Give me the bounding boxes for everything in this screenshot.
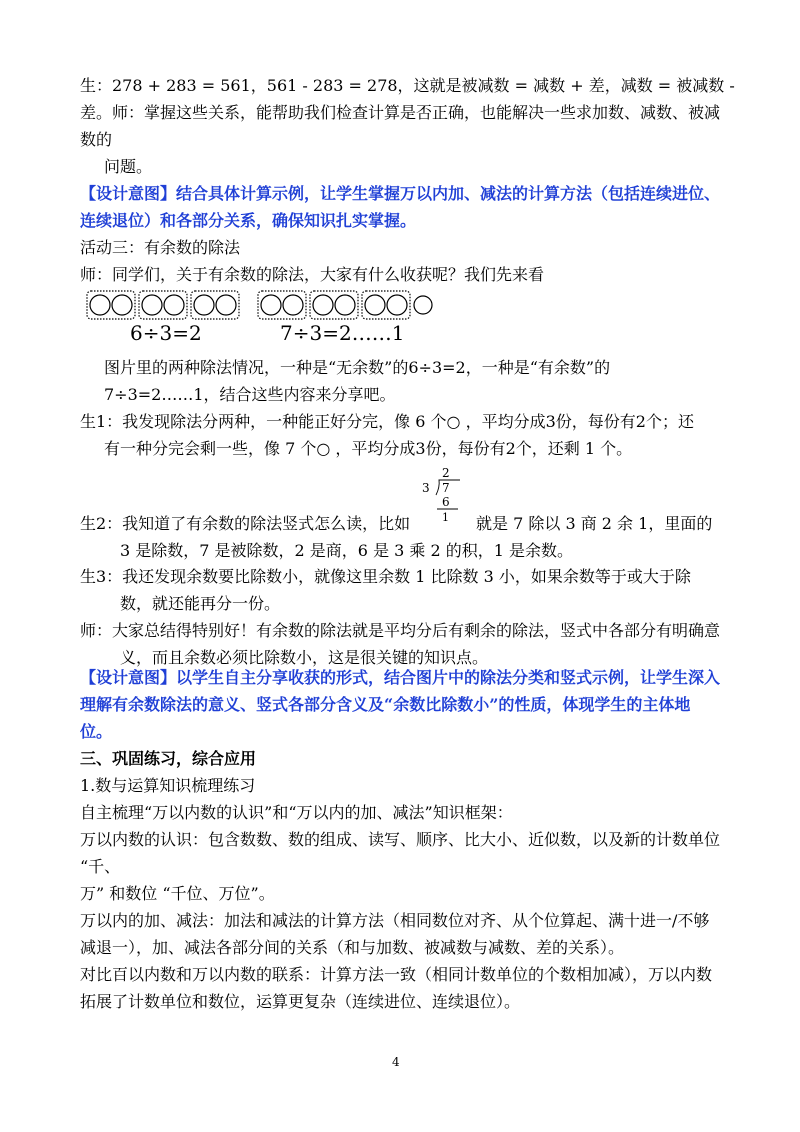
design-intent-1a: 【设计意图】结合具体计算示例，让学生掌握万以内加、减法的计算方法（包括连续进位、 <box>80 184 721 203</box>
activity-three-heading: 活动三：有余数的除法 <box>80 238 241 257</box>
quotient: 2 <box>442 466 450 480</box>
teacher-summary-a: 师：大家总结得特别好！有余数的除法就是平均分后有剩余的除法，竖式中各部分有明确意 <box>80 621 721 640</box>
exercise-1-heading: 1.数与运算知识梳理练习 <box>80 776 256 795</box>
division-figure <box>80 288 440 348</box>
student3-line-a: 生3：我还发现余数要比除数小，就像这里余数 1 比除数 3 小，如果余数等于或大于除 <box>80 567 691 586</box>
text-line-2: 差。师：掌握这些关系，能帮助我们检查计算是否正确，也能解决一些求加数、减数、被减 <box>80 103 721 122</box>
text-line-25: 万以内数的认识：包含数数、数的组成、读写、顺序、比大小、近似数，以及新的计数单位 <box>80 830 721 849</box>
text-line-29: 减退一），加、减法各部分间的关系（和与加数、被减数与减数、差的关系）。 <box>80 938 625 957</box>
student1-line-b: 有一种分完会剩一些，像 7 个○ ，平均分成3份，每份有2个，还剩 1 个。 <box>104 439 633 458</box>
remainder: 1 <box>442 511 449 524</box>
right-circles-group <box>258 291 432 319</box>
product: 6 <box>442 495 450 509</box>
student2-line-b: 3 是除数，7 是被除数，2 是商，6 是 3 乘 2 的积，1 是余数。 <box>120 541 574 560</box>
left-circles-group <box>87 291 239 319</box>
student3-line-b: 数，就还能再分一份。 <box>120 594 281 613</box>
right-division-label: 7÷3=2……1 <box>280 321 405 345</box>
section-three-heading: 三、巩固练习，综合应用 <box>80 749 257 768</box>
text-line-1: 生：278 + 283 = 561，561 - 283 = 278，这就是被减数 = 减数 + 差，减数 = 被减数 - <box>80 76 735 95</box>
divisor: 3 <box>422 481 430 495</box>
text-line-30: 对比百以内数和万以内数的联系：计算方法一致（相同计数单位的个数相加减），万以内数 <box>80 965 713 984</box>
design-intent-2b: 理解有余数除法的意义、竖式各部分含义及“余数比除数小”的性质，体现学生的主体地 <box>80 695 691 714</box>
student2-line-a-tail: 就是 7 除以 3 商 2 余 1，里面的 <box>476 514 713 533</box>
design-intent-2c: 位。 <box>80 722 113 741</box>
text-line-28: 万以内的加、减法：加法和减法的计算方法（相同数位对齐、从个位算起、满十进一/不够 <box>80 911 710 930</box>
text-line-24: 自主梳理“万以内数的认识”和“万以内的加、减法”知识框架： <box>80 803 513 822</box>
text-line-4: 问题。 <box>104 157 153 176</box>
page-number: 4 <box>392 1055 400 1069</box>
long-division <box>420 464 470 524</box>
dividend: 7 <box>442 481 450 495</box>
text-line-27: 万” 和数位 “千位、万位”。 <box>80 884 275 903</box>
text-line-10: 7÷3=2……1，结合这些内容来分享吧。 <box>104 385 396 404</box>
design-intent-1b: 连续退位）和各部分关系，确保知识扎实掌握。 <box>80 211 417 230</box>
design-intent-2a: 【设计意图】以学生自主分享收获的形式，结合图片中的除法分类和竖式示例，让学生深入 <box>80 668 721 687</box>
text-line-9: 图片里的两种除法情况，一种是“无余数”的6÷3=2，一种是“有余数”的 <box>104 358 611 377</box>
text-line-26: “千、 <box>80 857 121 876</box>
text-line-8: 师：同学们，关于有余数的除法，大家有什么收获呢？我们先来看 <box>80 265 545 284</box>
left-division-label: 6÷3=2 <box>130 321 202 345</box>
text-line-31: 拓展了计数单位和数位，运算更复杂（连续进位、连续退位）。 <box>80 992 521 1011</box>
teacher-summary-b: 义，而且余数必须比除数小，这是很关键的知识点。 <box>120 648 489 667</box>
student1-line-a: 生1：我发现除法分两种，一种能正好分完，像 6 个○ ，平均分成3份，每份有2个；还 <box>80 412 694 431</box>
text-line-3: 数的 <box>80 130 113 149</box>
student2-line-a: 生2：我知道了有余数的除法竖式怎么读，比如 <box>80 514 411 533</box>
